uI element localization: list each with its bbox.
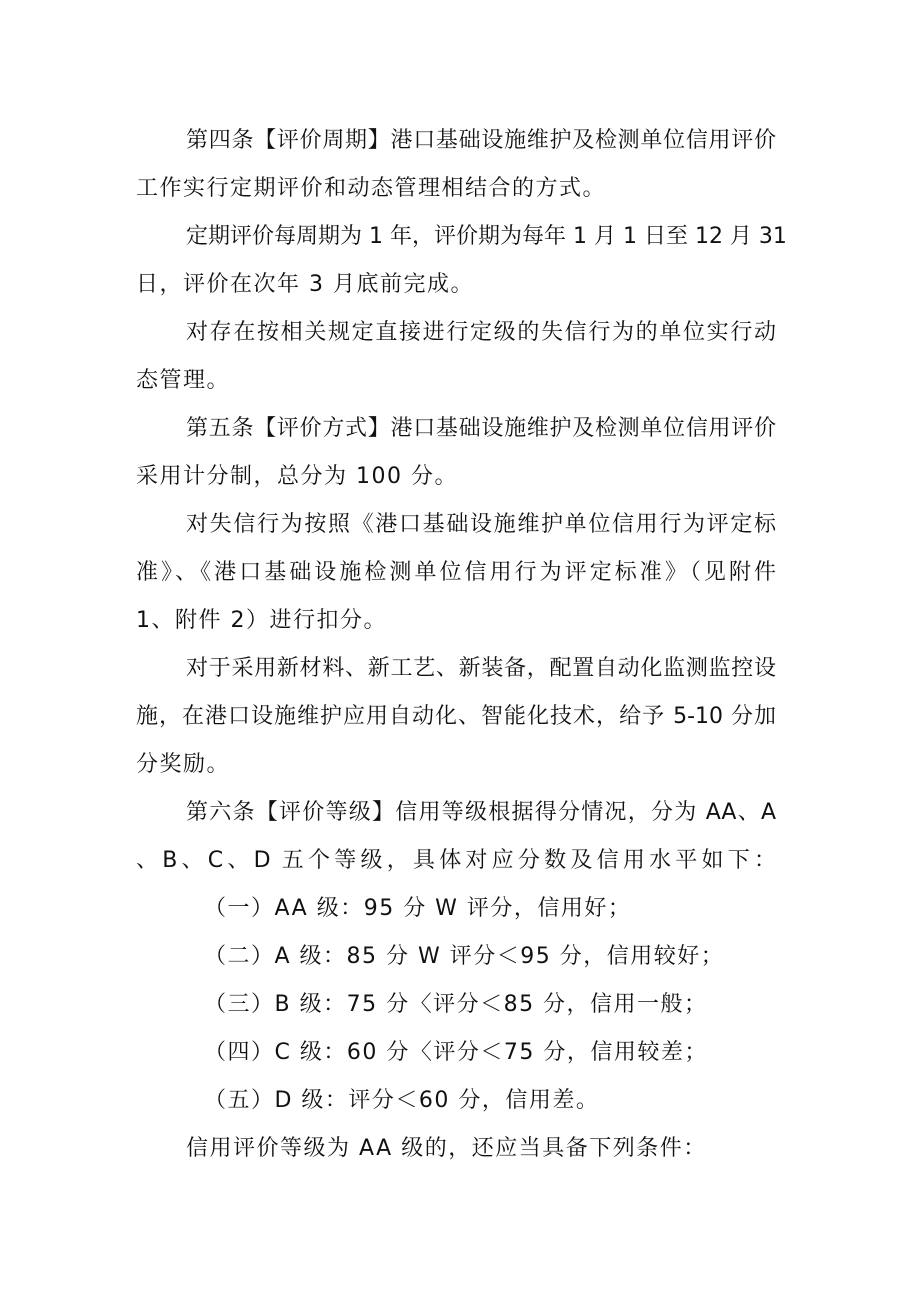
bonus-line-3: 分奖励。 — [136, 752, 231, 777]
evaluation-period-line-1: 定期评价每周期为 1 年，评价期为每年 1 月 1 日至 12 月 31 — [186, 224, 787, 249]
grade-b-item: （三）B 级：75 分〈评分＜85 分，信用一般； — [204, 992, 708, 1017]
deduction-line-1: 对失信行为按照《港口基础设施维护单位信用行为评定标 — [186, 512, 776, 537]
article-4-line-2: 工作实行定期评价和动态管理相结合的方式。 — [136, 176, 607, 201]
aa-requirements-line: 信用评价等级为 AA 级的，还应当具备下列条件： — [186, 1136, 707, 1161]
bonus-line-1: 对于采用新材料、新工艺、新装备，配置自动化监测监控设 — [186, 656, 776, 681]
grade-a-item: （二）A 级：85 分 W 评分＜95 分，信用较好； — [204, 944, 725, 969]
article-6-line-1: 第六条【评价等级】信用等级根据得分情况，分为 AA、A — [186, 800, 776, 825]
grade-c-item: （四）C 级：60 分〈评分＜75 分，信用较差； — [204, 1040, 708, 1065]
bonus-line-2: 施，在港口设施维护应用自动化、智能化技术，给予 5-10 分加 — [136, 704, 776, 729]
evaluation-period-line-2: 日，评价在次年 3 月底前完成。 — [136, 272, 474, 297]
deduction-line-3: 1、附件 2）进行扣分。 — [136, 608, 387, 633]
grade-aa-item: （一）AA 级：95 分 W 评分，信用好； — [204, 896, 632, 921]
article-6-line-2: 、B、C、D 五个等级，具体对应分数及信用水平如下： — [136, 848, 776, 873]
article-4-line-1: 第四条【评价周期】港口基础设施维护及检测单位信用评价 — [186, 128, 776, 153]
deduction-line-2: 准》、《港口基础设施检测单位信用行为评定标准》（见附件 — [136, 560, 776, 585]
article-5-line-2: 采用计分制，总分为 100 分。 — [136, 464, 458, 489]
dynamic-management-line-2: 态管理。 — [136, 368, 231, 393]
grade-d-item: （五）D 级：评分＜60 分，信用差。 — [204, 1088, 600, 1113]
dynamic-management-line-1: 对存在按相关规定直接进行定级的失信行为的单位实行动 — [186, 320, 776, 345]
article-5-line-1: 第五条【评价方式】港口基础设施维护及检测单位信用评价 — [186, 416, 776, 441]
